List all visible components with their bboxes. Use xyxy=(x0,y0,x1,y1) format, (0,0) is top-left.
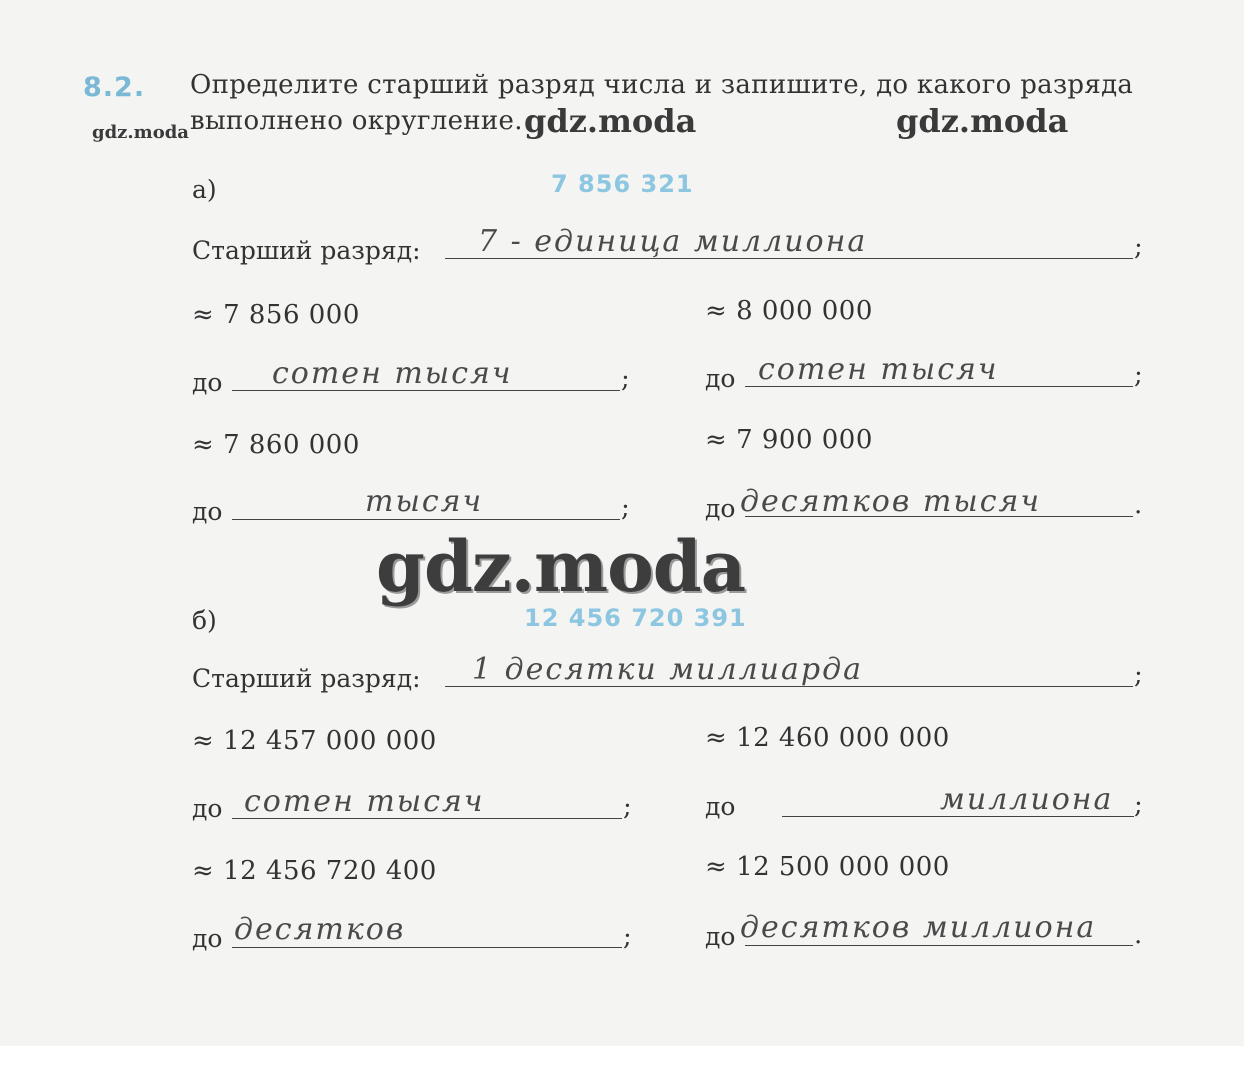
part-b-end-1: ; xyxy=(623,792,632,822)
part-a-do-3: до xyxy=(192,497,223,526)
watermark-mid-1: gdz.moda xyxy=(524,102,697,140)
part-a-line-3 xyxy=(232,519,620,520)
part-a-do-1: до xyxy=(192,368,223,397)
part-b-line-4 xyxy=(745,945,1133,946)
part-b-value-3: ≈ 12 456 720 400 xyxy=(192,856,437,886)
part-b-senior-answer: 1 десятки миллиарда xyxy=(472,652,863,687)
part-b-do-2: до xyxy=(705,792,736,821)
part-a-senior-answer: 7 - единица миллиона xyxy=(478,224,868,259)
part-b-end-2: ; xyxy=(1134,790,1143,820)
part-b-end-4: . xyxy=(1134,920,1143,950)
watermark-big: gdz.moda xyxy=(376,525,746,608)
part-b-line-3 xyxy=(232,947,622,948)
task-text-line1: Определите старший разряд числа и запишите, до какого разряда xyxy=(190,70,1134,100)
part-a-senior-label: Старший разряд: xyxy=(192,236,421,265)
part-b-number: 12 456 720 391 xyxy=(524,604,747,632)
part-a-value-1: ≈ 7 856 000 xyxy=(192,300,360,330)
part-a-value-4: ≈ 7 900 000 xyxy=(705,425,873,455)
part-b-senior-label: Старший разряд: xyxy=(192,664,421,693)
part-b-value-1: ≈ 12 457 000 000 xyxy=(192,726,437,756)
part-b-do-1: до xyxy=(192,794,223,823)
part-a-end-4: . xyxy=(1134,490,1143,520)
part-b-do-3: до xyxy=(192,924,223,953)
part-a-answer-2: сотен тысяч xyxy=(758,352,999,387)
part-a-do-4: до xyxy=(705,494,736,523)
task-text-line2: выполнено округление. xyxy=(190,106,523,136)
part-a-value-3: ≈ 7 860 000 xyxy=(192,430,360,460)
part-b-end-3: ; xyxy=(623,922,632,952)
part-a-value-2: ≈ 8 000 000 xyxy=(705,296,873,326)
part-b-answer-1: сотен тысяч xyxy=(244,784,485,819)
part-b-answer-3: десятков xyxy=(234,912,406,947)
part-a-letter: а) xyxy=(192,175,217,204)
watermark-mid-2: gdz.moda xyxy=(896,102,1069,140)
part-b-senior-semicolon: ; xyxy=(1134,660,1143,690)
part-a-answer-4: десятков тысяч xyxy=(740,484,1042,519)
watermark-small: gdz.moda xyxy=(92,122,189,143)
part-b-value-4: ≈ 12 500 000 000 xyxy=(705,852,950,882)
task-number: 8.2. xyxy=(83,72,146,103)
part-a-answer-3: тысяч xyxy=(365,484,484,519)
part-a-end-3: ; xyxy=(621,493,630,523)
part-b-do-4: до xyxy=(705,922,736,951)
part-a-do-2: до xyxy=(705,364,736,393)
part-a-answer-1: сотен тысяч xyxy=(272,356,513,391)
part-b-value-2: ≈ 12 460 000 000 xyxy=(705,723,950,753)
part-a-number: 7 856 321 xyxy=(551,170,694,198)
part-a-end-2: ; xyxy=(1134,360,1143,390)
part-a-end-1: ; xyxy=(621,364,630,394)
part-b-letter: б) xyxy=(192,606,217,635)
part-b-answer-2: миллиона xyxy=(940,782,1114,817)
part-a-senior-semicolon: ; xyxy=(1134,232,1143,262)
part-b-answer-4: десятков миллиона xyxy=(740,910,1097,945)
